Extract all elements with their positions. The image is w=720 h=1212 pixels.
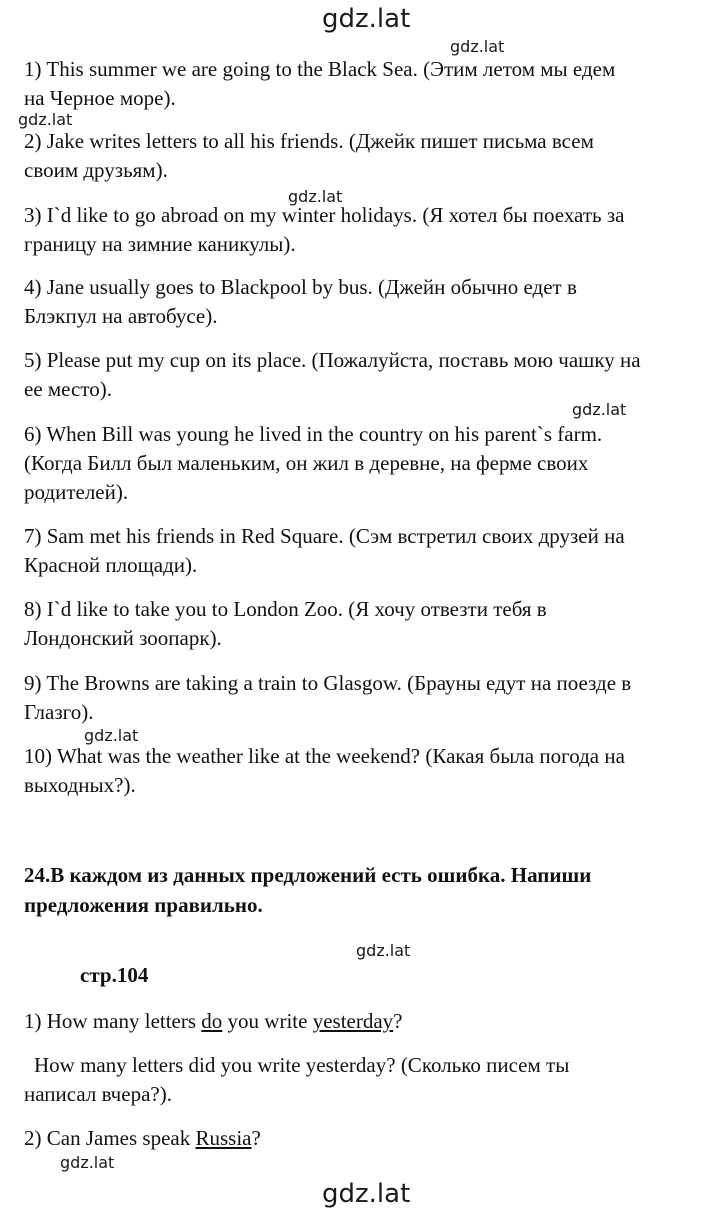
- error-word: do: [201, 1009, 223, 1033]
- watermark-bottom: gdz.lat: [322, 1179, 411, 1209]
- question-text: you write: [222, 1009, 313, 1033]
- error-word: Russia: [195, 1126, 252, 1150]
- watermark: gdz.lat: [288, 187, 343, 206]
- list-item-line: Глазго).: [24, 700, 94, 724]
- question-text: 1) How many letters: [24, 1009, 202, 1033]
- list-item-line: 3) I`d like to go abroad on my winter holidays. (Я хотел бы поехать за: [24, 203, 625, 227]
- list-item-line: 8) I`d like to take you to London Zoo. (Я хочу отвезти тебя в: [24, 597, 547, 621]
- list-item: [24, 669, 696, 727]
- list-item: [24, 127, 696, 185]
- watermark: gdz.lat: [356, 941, 411, 960]
- list-item-line: (Когда Билл был маленьким, он жил в деревне, на ферме своих: [24, 451, 589, 475]
- error-word: yesterday: [312, 1009, 394, 1033]
- list-item-line: границу на зимние каникулы).: [24, 232, 296, 256]
- question-1: [24, 1007, 696, 1036]
- list-item: [24, 273, 696, 331]
- question-text: ?: [393, 1009, 403, 1033]
- list-item-line: Лондонский зоопарк).: [24, 626, 222, 650]
- watermark-top: gdz.lat: [322, 4, 411, 34]
- watermark: gdz.lat: [572, 400, 627, 419]
- answer-line: написал вчера?).: [24, 1082, 172, 1106]
- list-item: [24, 522, 696, 580]
- answer-1: [24, 1051, 696, 1109]
- list-item-line: своим друзьям).: [24, 158, 168, 182]
- list-item-line: 6) When Bill was young he lived in the country on his parent`s farm.: [24, 422, 603, 446]
- list-item-line: родителей).: [24, 480, 129, 504]
- list-item: [24, 595, 696, 653]
- list-item: [24, 201, 696, 259]
- exercise-heading-line: 24.В каждом из данных предложений есть ошибка. Напиши: [24, 863, 592, 887]
- list-item-line: выходных?).: [24, 773, 136, 797]
- page-reference: стр.104: [80, 963, 149, 987]
- list-item-line: Красной площади).: [24, 553, 198, 577]
- list-item-line: Блэкпул на автобусе).: [24, 304, 218, 328]
- question-2: [24, 1124, 696, 1153]
- list-item: [24, 346, 696, 404]
- exercise-heading: [24, 860, 704, 920]
- watermark: gdz.lat: [18, 110, 73, 129]
- list-item: [24, 420, 696, 507]
- list-item-line: 4) Jane usually goes to Blackpool by bus. (Джейн обычно едет в: [24, 275, 577, 299]
- list-item-line: на Черное море).: [24, 86, 176, 110]
- exercise-heading-line: предложения правильно.: [24, 893, 263, 917]
- list-item-line: 7) Sam met his friends in Red Square. (Сэм встретил своих друзей на: [24, 524, 625, 548]
- list-item-line: 1) This summer we are going to the Black Sea. (Этим летом мы едем: [24, 57, 616, 81]
- answer-line: How many letters did you write yesterday? (Сколько писем ты: [34, 1053, 570, 1077]
- question-text: 2) Can James speak: [24, 1126, 196, 1150]
- watermark: gdz.lat: [84, 726, 139, 745]
- list-item-line: 5) Please put my cup on its place. (Пожалуйста, поставь мою чашку на: [24, 348, 641, 372]
- list-item: [24, 55, 696, 113]
- list-item: [24, 742, 696, 800]
- list-item-line: 10) What was the weather like at the weekend? (Какая была погода на: [24, 744, 625, 768]
- question-text: ?: [251, 1126, 261, 1150]
- list-item-line: 9) The Browns are taking a train to Glasgow. (Брауны едут на поезде в: [24, 671, 632, 695]
- watermark: gdz.lat: [60, 1153, 115, 1172]
- list-item-line: 2) Jake writes letters to all his friends. (Джейк пишет письма всем: [24, 129, 594, 153]
- list-item-line: ее место).: [24, 377, 112, 401]
- watermark: gdz.lat: [450, 37, 505, 56]
